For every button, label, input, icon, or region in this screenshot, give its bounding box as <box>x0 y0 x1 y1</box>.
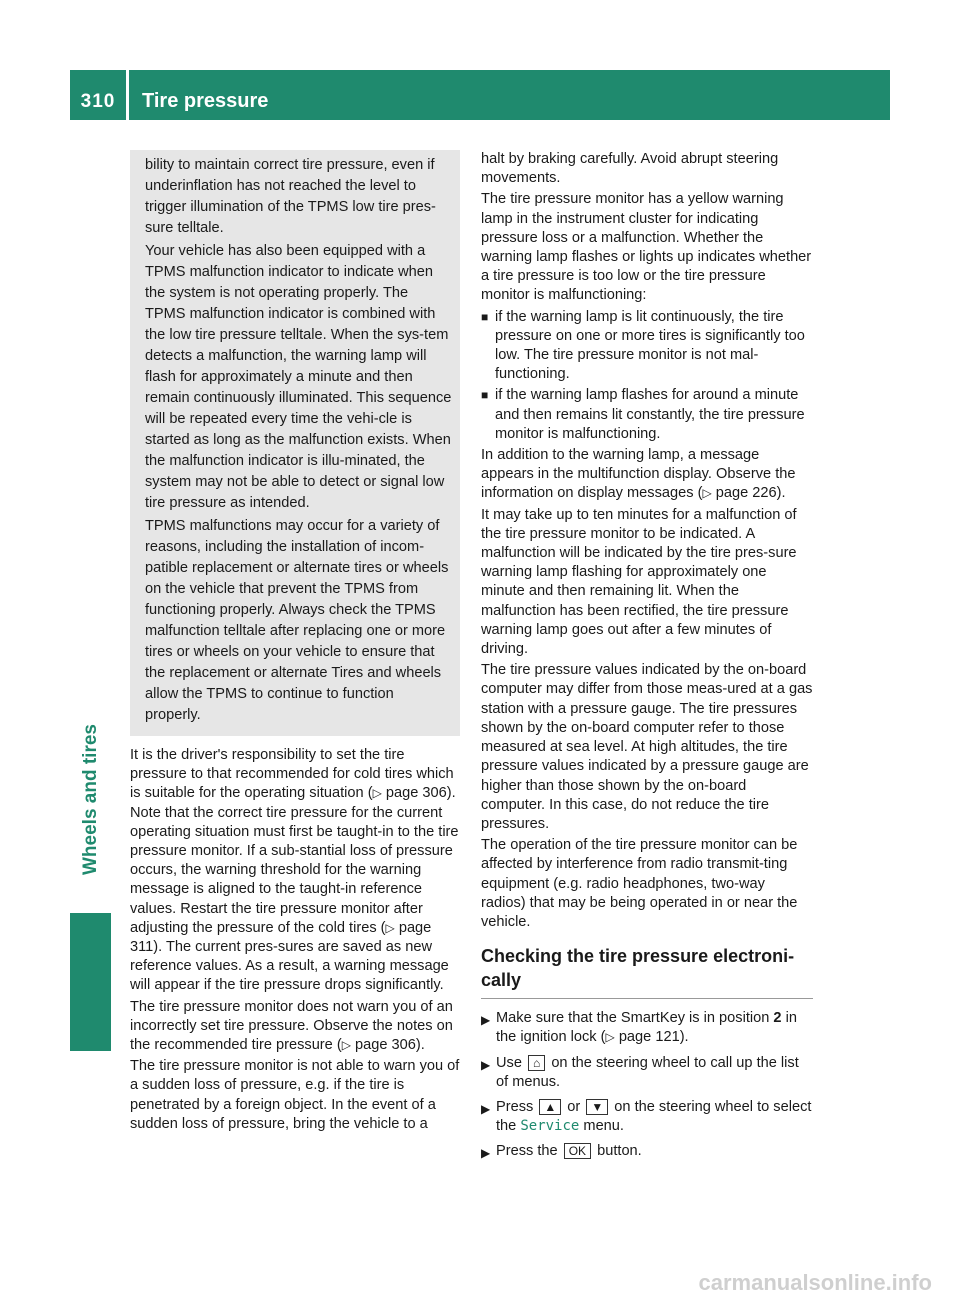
body-paragraph: It may take up to ten minutes for a malfunction of the tire pressure monitor to be indicated. A malfunction will be indicated by the tire pres-sure warning lamp flashing for approximately one minute and then remaining lit. When the malfunction has been rectified, the tire pressure warning lamp goes out after a few minutes of driving. <box>481 506 797 658</box>
arrow-icon: ▶ <box>481 1101 491 1116</box>
down-arrow-icon: ▼ <box>586 1099 608 1115</box>
page-ref-icon: ▷ <box>341 1038 351 1053</box>
page-header <box>70 70 890 120</box>
arrow-icon: ▶ <box>481 1013 491 1028</box>
arrow-icon: ▶ <box>481 1146 491 1161</box>
page-ref-icon: ▷ <box>385 920 395 935</box>
page-link[interactable]: page 306 <box>385 785 447 802</box>
note-box <box>130 150 460 736</box>
note-paragraph: TPMS malfunctions may occur for a variety of reasons, including the installation of incom-patible replacement or alternate tires or wheels on the vehicle that prevent the TPMS from functioning properly. Always check the TPMS malfunction telltale after replacing one or more tires or wheels on your vehicle to ensure that the replacement or alternate Tires and wheels allow the TPMS to continue to function properly. <box>145 518 449 723</box>
left-column <box>130 150 460 1136</box>
section-heading: Checking the tire pressure electroni-cally <box>481 944 813 999</box>
watermark: carmanualsonline.info <box>698 1270 932 1295</box>
step-item: ▶ Make sure that the SmartKey is in position 2 in the ignition lock (▷ page 121). <box>481 1009 813 1047</box>
body-paragraph: halt by braking carefully. Avoid abrupt steering movements. <box>481 151 779 187</box>
header-divider <box>126 70 129 120</box>
step-item: ▶ Use ⌂ on the steering wheel to call up the list of menus. <box>481 1054 813 1092</box>
page-link[interactable]: page 226 <box>715 485 777 502</box>
body-paragraph: The operation of the tire pressure monitor can be affected by interference from radio transmit-ting equipment (e.g. radio headphones, two-way radios) that may be being operated in or near the vehicle. <box>481 837 798 930</box>
page-title: Tire pressure <box>142 90 269 112</box>
arrow-icon: ▶ <box>481 1057 491 1072</box>
right-column <box>481 150 813 1170</box>
page-ref-icon: ▷ <box>372 786 382 801</box>
bullet-icon: ■ <box>481 309 489 324</box>
side-tab-block <box>70 913 111 1051</box>
up-arrow-icon: ▲ <box>539 1099 561 1115</box>
note-paragraph: Your vehicle has also been equipped with a TPMS malfunction indicator to indicate when the system is not operating properly. The TPMS malfunction indicator is combined with the low tire pressure telltale. When the sys-tem detects a malfunction, the warning lamp will flash for approximately a minute and then remain continuously illuminated. This sequence will be repeated every time the vehi-cle is started as long as the malfunction exists. When the malfunction indicator is illu-minated, the system may not be able to detect or signal low tire pressure as intended. <box>145 243 452 511</box>
bullet-icon: ■ <box>481 388 489 403</box>
body-paragraph: The tire pressure values indicated by the on-board computer may differ from those meas-ured at a gas station with a pressure gauge. The tire pressures shown by the on-board computer refer to those measured at sea level. At high altitudes, the tire pressure values indicated by a pressure gauge are higher than those shown by the on-board computer. In this case, do not reduce the tire pressures. <box>481 662 813 832</box>
page-number: 310 <box>80 91 116 112</box>
key-position: 2 <box>773 1010 782 1027</box>
body-paragraph: The tire pressure monitor is not able to warn you of a sudden loss of pressure, e.g. if the tire is penetrated by a foreign object. In the event of a sudden loss of pressure, bring the vehicle to a <box>130 1058 460 1132</box>
service-menu-label: Service <box>520 1118 580 1135</box>
home-icon: ⌂ <box>528 1055 545 1071</box>
side-tab <box>70 135 111 915</box>
body-paragraph: The tire pressure monitor does not warn you of an incorrectly set tire pressure. Observe the notes on the recommended tire pressure (▷ page 306). <box>130 998 453 1054</box>
body-paragraph: It is the driver's responsibility to set the tire pressure to that recommended for cold tires which is suitable for the operating situation (▷ page 306). Note that the correct tire pressure for the current operating situation must first be taught-in to the tire pressure monitor. If a sub-stantial loss of pressure occurs, the warning threshold for the warning message is aligned to the taught-in reference values. Restart the tire pressure monitor after adjusting the pressure of the cold tires (▷ page 311). The current pres-sures are saved as new reference values. As a result, a warning message will appear if the tire pressure drops significantly. <box>130 747 459 994</box>
page-link[interactable]: page 311 <box>130 919 432 956</box>
page-ref-icon: ▷ <box>702 486 712 501</box>
step-item: ▶ Press the OK button. <box>481 1142 813 1163</box>
list-item: ■ if the warning lamp flashes for around a minute and then remains lit constantly, the tire pressure monitor is malfunctioning. <box>481 386 813 444</box>
page-ref-icon: ▷ <box>605 1030 615 1045</box>
ok-key-icon: OK <box>564 1143 591 1159</box>
note-paragraph: bility to maintain correct tire pressure, even if underinflation has not reached the level to trigger illumination of the TPMS low tire pres-sure telltale. <box>145 157 436 236</box>
step-item: ▶ Press ▲ or ▼ on the steering wheel to select the Service menu. <box>481 1098 813 1136</box>
step-list <box>481 1009 813 1163</box>
list-item: ■ if the warning lamp is lit continuously, the tire pressure on one or more tires is significantly too low. The tire pressure monitor is not mal-functioning. <box>481 308 813 385</box>
page-link[interactable]: page 121 <box>618 1029 680 1046</box>
page-link[interactable]: page 306 <box>355 1037 416 1054</box>
side-tab-label: Wheels and tires <box>79 724 101 875</box>
side-tab-label-wrap <box>70 135 111 875</box>
body-paragraph: The tire pressure monitor has a yellow warning lamp in the instrument cluster for indicating pressure loss or a malfunction. Whether the warning lamp flashes or lights up indicates whether a tire pressure is too low or the tire pressure monitor is malfunctioning: <box>481 191 812 304</box>
body-paragraph: In addition to the warning lamp, a message appears in the multifunction display. Observe the information on display messages (▷ page 226). <box>481 447 796 502</box>
